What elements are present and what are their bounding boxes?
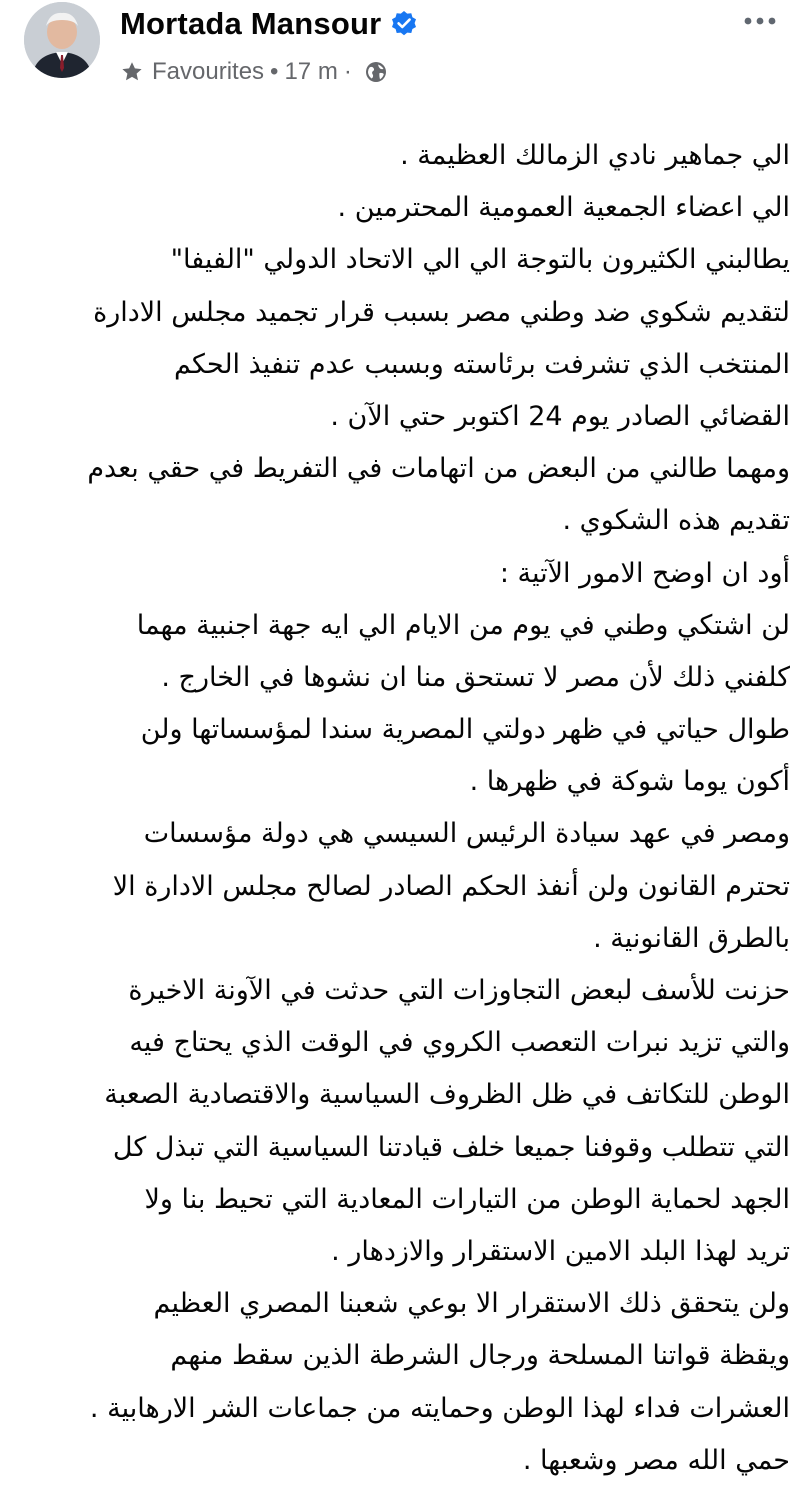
star-icon [120, 60, 144, 84]
post-meta [120, 54, 388, 90]
profile-photo-icon [24, 2, 100, 78]
post-text-line: القضائي الصادر يوم 24 اكتوبر حتي الآن . [330, 400, 790, 432]
author-name[interactable]: Mortada Mansour [120, 6, 382, 41]
post-text-line: لن اشتكي وطني في يوم من الايام الي ايه جهة اجنبية مهما [136, 609, 790, 641]
post-text-line: تقديم هذه الشكوي . [562, 505, 790, 537]
globe-icon [364, 60, 388, 84]
post-text-line: حمي الله مصر وشعبها . [522, 1444, 790, 1476]
post-text [28, 130, 790, 1487]
post-text-line: يطالبني الكثيرون بالتوجة الي الي الاتحاد الدولي "الفيفا" [170, 244, 790, 276]
more-options-icon [744, 17, 776, 25]
post-text-line: ويقظة قواتنا المسلحة ورجال الشرطة الذين سقط منهم [170, 1340, 790, 1372]
post-text-line: والتي تزيد نبرات التعصب الكروي في الوقت الذي يحتاج فيه [129, 1027, 790, 1059]
separator: • [270, 58, 279, 85]
post-text-line: طوال حياتي في ظهر دولتي المصرية سندا لمؤسساتها ولن [140, 714, 790, 746]
post-header [0, 0, 810, 105]
post-text-line: المنتخب الذي تشرفت برئاسته وبسبب عدم تنفيذ الحكم [174, 348, 790, 380]
post-text-line: حزنت للأسف لبعض التجاوزات التي حدثت في الآونة الاخيرة [128, 975, 790, 1006]
post-text-line: ومصر في عهد سيادة الرئيس السيسي هي دولة مؤسسات [143, 818, 790, 850]
post-text-line: الي اعضاء الجمعية العمومية المحترمين . [337, 192, 790, 224]
separator: · [343, 58, 352, 85]
post-time[interactable]: 17 m [284, 58, 338, 85]
author-row [120, 2, 418, 46]
post-text-line: كلفني ذلك لأن مصر لا تستحق منا ان نشوها في الخارج . [161, 661, 790, 693]
post-text-line: الي جماهير نادي الزمالك العظيمة . [400, 140, 790, 171]
post-text-line: ومهما طالني من البعض من اتهامات في التفريط في حقي بعدم [87, 453, 790, 485]
audience-label[interactable]: Favourites [152, 58, 265, 85]
avatar[interactable] [24, 2, 100, 78]
post-text-line: أكون يوما شوكة في ظهرها . [469, 766, 790, 798]
more-options-button[interactable] [738, 6, 782, 36]
post-text-line: لتقديم شكوي ضد وطني مصر بسبب قرار تجميد مجلس الادارة [93, 296, 790, 328]
verified-badge-icon [390, 10, 418, 38]
post-text-line: تحترم القانون ولن أنفذ الحكم الصادر لصالح مجلس الادارة الا [112, 870, 790, 902]
post-text-line: بالطرق القانونية . [593, 922, 790, 954]
post-text-line: أود ان اوضح الامور الآتية : [499, 557, 790, 589]
post-text-line: العشرات فداء لهذا الوطن وحمايته من جماعات الشر الارهابية . [89, 1392, 790, 1424]
post-text-line: الوطن للتكاتف في ظل الظروف السياسية والاقتصادية الصعبة [104, 1079, 790, 1111]
post-text-line: تريد لهذا البلد الامين الاستقرار والازدهار . [331, 1235, 790, 1267]
post-text-line: الجهد لحماية الوطن من التيارات المعادية التي تحيط بنا ولا [144, 1183, 790, 1215]
post-text-line: التي تتطلب وقوفنا جميعا خلف قيادتنا السياسية التي تبذل كل [112, 1131, 790, 1163]
post-text-line: ولن يتحقق ذلك الاستقرار الا بوعي شعبنا المصري العظيم [153, 1288, 790, 1320]
